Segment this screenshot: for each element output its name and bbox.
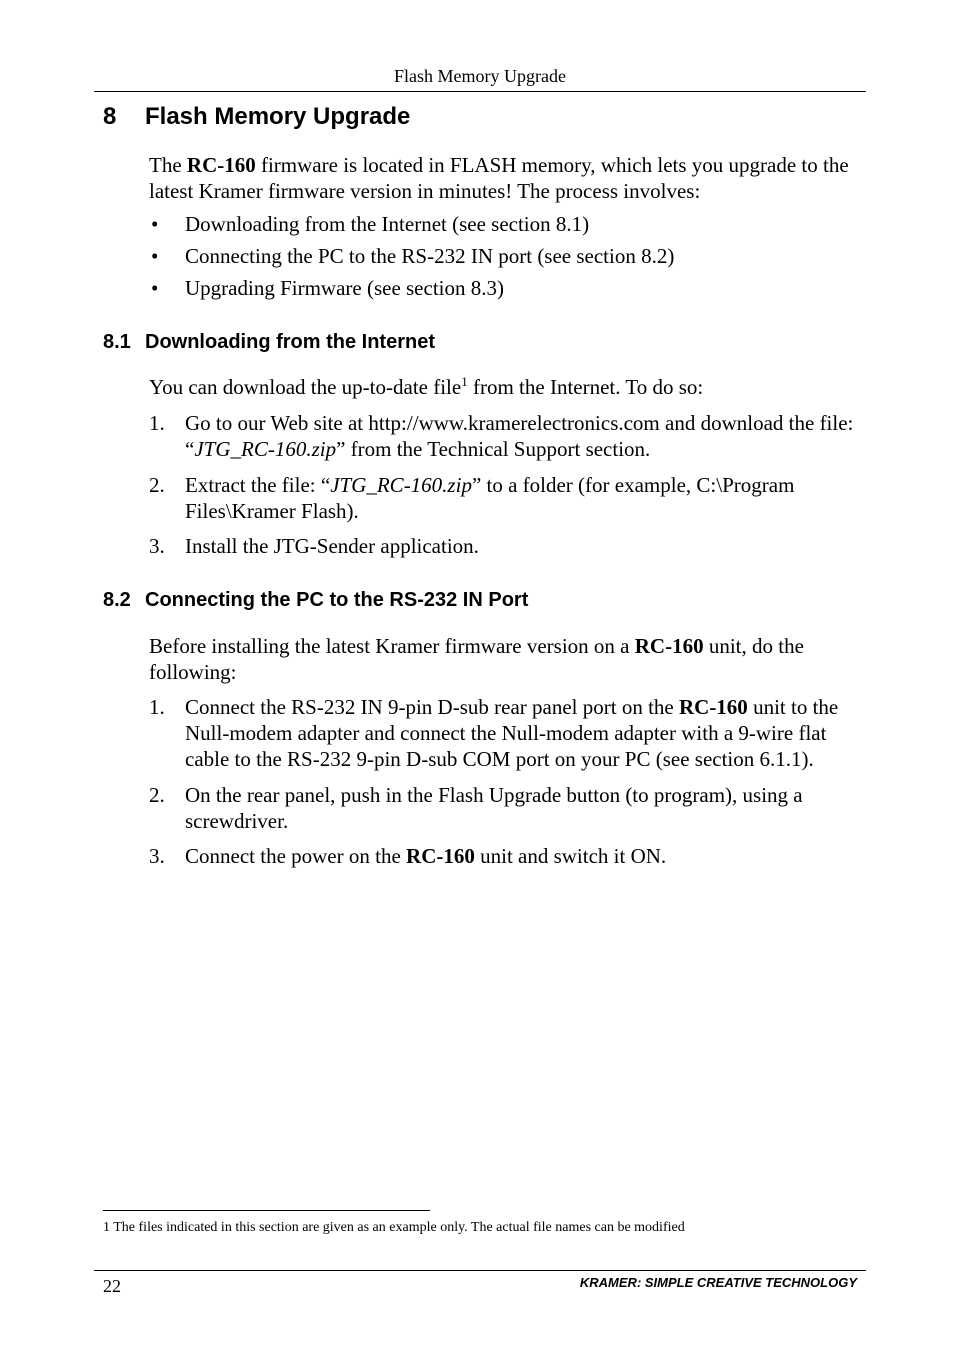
step-number: 2. [149, 783, 165, 807]
step-text [185, 472, 861, 524]
section-number: 8.2 [103, 589, 131, 611]
step-number: 1. [149, 695, 165, 719]
step-text [185, 694, 861, 772]
bullet-text: Connecting the PC to the RS-232 IN port (see section 8.2) [185, 244, 675, 268]
step-item [149, 694, 861, 772]
bullet-item [149, 243, 861, 269]
running-header-title: Flash Memory Upgrade [394, 66, 566, 86]
section-number: 8.1 [103, 331, 131, 353]
footnote-separator [103, 1210, 430, 1211]
page-number: 22 [103, 1276, 121, 1296]
intro-text: The [149, 153, 187, 177]
footer-tagline: KRAMER: SIMPLE CREATIVE TECHNOLOGY [579, 1275, 857, 1290]
step-text-part: Go to our Web site at http://www.kramerelectronics.com and download the file: “ [185, 411, 854, 461]
intro-text: firmware is located in FLASH memory, which lets you upgrade to the latest Kramer firmware version in minutes! The process involves: [149, 153, 849, 203]
step-number: 3. [149, 844, 165, 868]
file-name: JTG_RC-160.zip [194, 437, 337, 461]
step-item [149, 533, 861, 559]
section-8-2-heading [103, 587, 528, 613]
footnote-reference: 1 [461, 374, 468, 389]
section-8-1-heading [103, 329, 435, 355]
step-item [149, 472, 861, 524]
product-name: RC-160 [406, 844, 475, 868]
file-name: JTG_RC-160.zip [330, 473, 472, 497]
step-text: On the rear panel, push in the Flash Upgrade button (to program), using a screwdriver. [185, 783, 803, 833]
product-name: RC-160 [678, 695, 748, 719]
running-header [94, 64, 866, 92]
step-item [149, 782, 861, 834]
section-title: Flash Memory Upgrade [145, 103, 411, 130]
step-text-part: ” from the Technical Support section. [336, 437, 651, 461]
step-text-part: ” to a folder (for example, C:\Program Files\Kramer Flash). [185, 473, 795, 523]
section-8-heading [103, 101, 410, 133]
bullet-item [149, 275, 861, 301]
section-number: 8 [103, 103, 117, 130]
step-number: 3. [149, 534, 165, 558]
product-name: RC-160 [186, 153, 256, 177]
step-text-part: Connect the power on the [185, 844, 407, 868]
step-number: 1. [149, 411, 165, 435]
product-name: RC-160 [634, 634, 704, 658]
step-text [185, 410, 861, 462]
bullet-mark: • [151, 212, 159, 236]
bullet-mark: • [151, 276, 159, 300]
step-number: 2. [149, 473, 165, 497]
bullet-mark: • [151, 244, 159, 268]
footnote: 1 The files indicated in this section are given as an example only. The actual file names can be modified [103, 1220, 685, 1235]
intro-text: unit, do the following: [149, 634, 804, 684]
section-8-1-intro [149, 374, 861, 400]
step-text [185, 843, 861, 869]
step-text-part: unit to the Null-modem adapter and connect the Null-modem adapter with a 9-wire flat cable to the RS-232 9-pin D-sub COM port on your PC (see section 6.1.1). [185, 695, 839, 771]
step-item [149, 843, 861, 869]
step-text-part: Extract the file: “ [185, 473, 331, 497]
section-8-2-intro [149, 633, 861, 685]
step-text-part: unit and switch it ON. [474, 844, 667, 868]
footer-rule [94, 1270, 866, 1271]
intro-text: Before installing the latest Kramer firmware version on a [149, 634, 635, 658]
bullet-text: Downloading from the Internet (see section 8.1) [185, 212, 590, 236]
bullet-item [149, 211, 861, 237]
section-title: Downloading from the Internet [145, 331, 435, 353]
step-text-part: Connect the RS-232 IN 9-pin D-sub rear panel port on the [185, 695, 679, 719]
intro-text: You can download the up-to-date file [149, 375, 462, 399]
bullet-text: Upgrading Firmware (see section 8.3) [185, 276, 504, 300]
section-title: Connecting the PC to the RS-232 IN Port [145, 589, 529, 611]
intro-text: from the Internet. To do so: [467, 375, 704, 399]
step-item [149, 410, 861, 462]
step-text: Install the JTG-Sender application. [185, 534, 479, 558]
section-8-intro [149, 152, 861, 204]
